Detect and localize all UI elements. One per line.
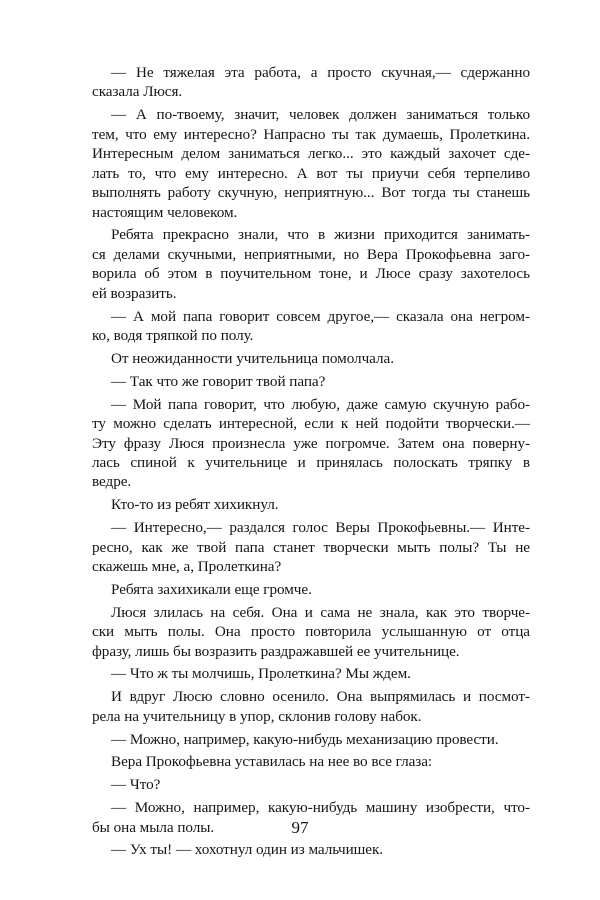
text-line: скажешь мне, а, Пролеткина? xyxy=(92,558,282,575)
text-line: Ребята прекрасно знали, что в жизни приходится занимать- xyxy=(111,226,530,244)
paragraph xyxy=(92,495,530,514)
text-line: — Что ж ты молчишь, Пролеткина? Мы ждем. xyxy=(111,665,411,683)
text-line: лать то, что ему интересно. А вот ты приучи себя терпеливо xyxy=(92,164,530,182)
paragraph xyxy=(92,730,530,749)
text-line: — Интересно,— раздался голос Веры Прокофьевны.— Инте- xyxy=(111,519,530,537)
paragraph xyxy=(92,664,530,683)
text-line: лась спиной к учительнице и принялась полоскать тряпку в xyxy=(92,453,530,471)
text-line: ресно, как же твой папа станет творчески мыть полы? Ты не xyxy=(92,538,530,556)
paragraph xyxy=(92,775,530,794)
text-line: — Мой папа говорит, что любую, даже самую скучную рабо- xyxy=(111,395,530,413)
text-line: Ребята захихикали еще громче. xyxy=(111,580,312,598)
text-line: — Ух ты! — хохотнул один из мальчишек. xyxy=(111,841,384,859)
text-line: ко, водя тряпкой по полу. xyxy=(92,327,254,345)
paragraph xyxy=(92,349,530,368)
paragraph xyxy=(92,603,530,661)
paragraph xyxy=(92,63,530,102)
text-line: сказала Люся. xyxy=(92,83,183,101)
text-line: ей возразить. xyxy=(92,284,177,302)
text-line: Интересным делом заниматься легко... это каждый захочет сде- xyxy=(92,145,530,163)
text-line: бы она мыла полы. xyxy=(92,818,215,836)
page-number: 97 xyxy=(291,818,309,837)
text-line: И вдруг Люсю словно осенило. Она выпрямилась и посмот- xyxy=(111,688,530,706)
paragraph xyxy=(92,225,530,303)
text-line: От неожиданности учительница помолчала. xyxy=(111,349,394,367)
text-line: — А мой папа говорит совсем другое,— сказала она негром- xyxy=(111,307,530,325)
paragraph xyxy=(92,580,530,599)
text-line: тем, что ему интересно? Напрасно ты так думаешь, Пролеткина. xyxy=(92,125,530,143)
paragraph xyxy=(92,752,530,771)
text-line: Кто-то из ребят хихикнул. xyxy=(111,496,279,514)
text-line: ту можно сделать интересной, если к ней подойти творчески.— xyxy=(92,415,530,433)
text-line: — Не тяжелая эта работа, а просто скучная,— сдержанно xyxy=(111,64,530,81)
paragraph xyxy=(92,518,530,576)
text-line: ски мыть полы. Она просто повторила услышанную от отца xyxy=(92,623,530,641)
text-line: выполнять работу скучную, неприятную... Вот тогда ты станешь xyxy=(92,184,530,202)
text-line: настоящим человеком. xyxy=(92,203,238,221)
paragraph xyxy=(92,395,530,492)
paragraph xyxy=(92,372,530,391)
text-body xyxy=(92,63,530,863)
paragraph xyxy=(92,687,530,726)
text-line: Люся злилась на себя. Она и сама не знала, как это творче- xyxy=(111,603,530,621)
text-line: — А по-твоему, значит, человек должен заниматься только xyxy=(111,106,530,124)
text-line: — Что? xyxy=(111,776,161,794)
text-line: — Можно, например, какую-нибудь механизацию провести. xyxy=(111,730,499,748)
text-line: ся делами скучными, неприятными, но Вера Прокофьевна заго- xyxy=(92,245,530,263)
text-line: ведре. xyxy=(92,473,132,491)
text-line: фразу, лишь бы возразить раздражавшей ее учительнице. xyxy=(92,642,460,660)
paragraph xyxy=(92,105,530,222)
paragraph xyxy=(92,307,530,346)
text-line: рела на учительницу в упор, склонив голову набок. xyxy=(92,707,422,725)
text-line: ворила об этом в поучительном тоне, и Люсе сразу захотелось xyxy=(92,265,530,283)
text-line: Вера Прокофьевна уставилась на нее во все глаза: xyxy=(111,753,433,771)
text-line: — Можно, например, какую-нибудь машину изобрести, что- xyxy=(111,799,530,817)
paragraph xyxy=(92,840,530,859)
text-line: — Так что же говорит твой папа? xyxy=(111,372,326,390)
text-line: Эту фразу Люся произнесла уже погромче. Затем она поверну- xyxy=(92,434,530,452)
